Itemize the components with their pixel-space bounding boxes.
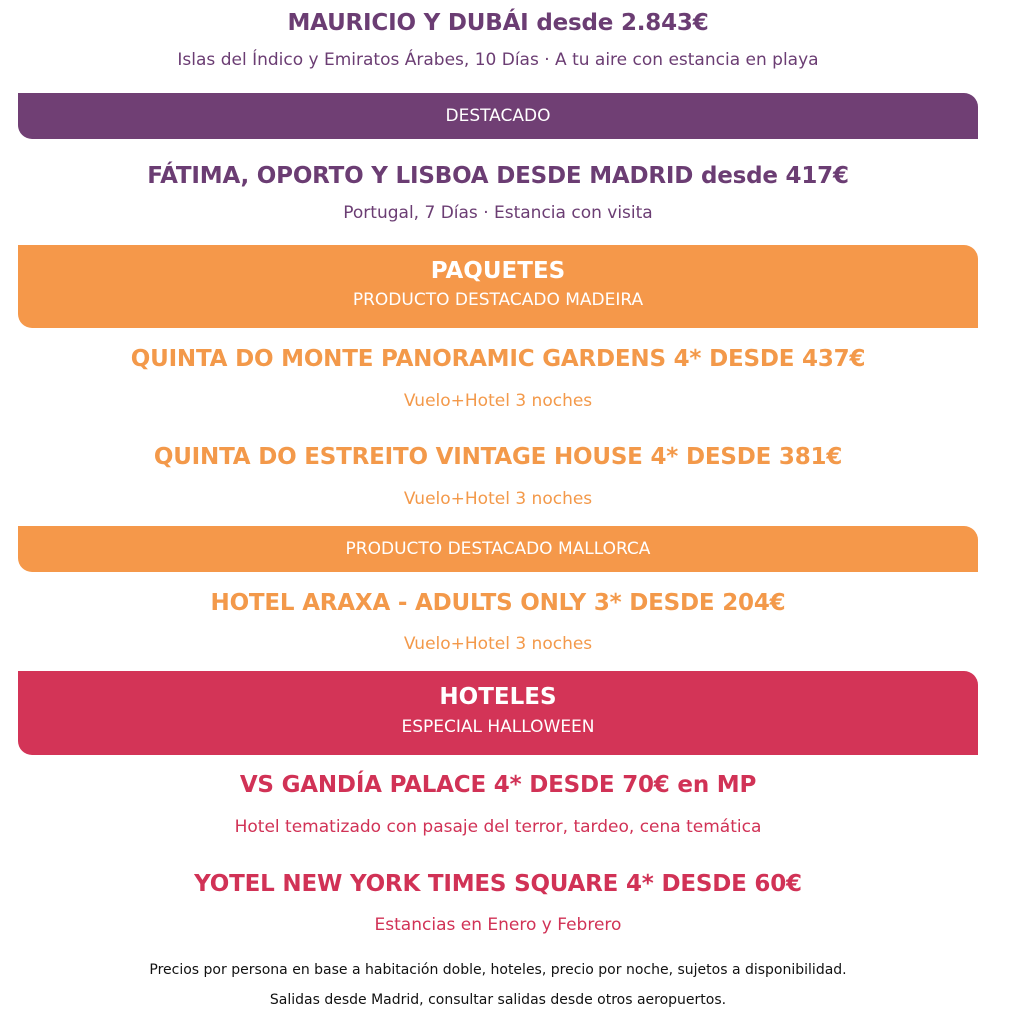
offer-title-quinta-do-monte[interactable]: QUINTA DO MONTE PANORAMIC GARDENS 4* DESDE 437€ <box>130 346 866 372</box>
offer-title-hotel-araxa[interactable]: HOTEL ARAXA - ADULTS ONLY 3* DESDE 204€ <box>210 590 786 616</box>
offer-subtitle-quinta-do-monte: Vuelo+Hotel 3 noches <box>403 391 593 411</box>
offer-subtitle-hotel-araxa: Vuelo+Hotel 3 noches <box>403 634 593 654</box>
paquetes-madeira-label: PRODUCTO DESTACADO MADEIRA <box>352 290 644 310</box>
mallorca-banner <box>18 526 978 572</box>
hoteles-heading: HOTELES <box>439 684 557 710</box>
paquetes-banner <box>18 245 978 328</box>
paquetes-heading: PAQUETES <box>430 258 566 284</box>
offer-subtitle-fatima-oporto-lisboa: Portugal, 7 Días · Estancia con visita <box>343 203 653 223</box>
hoteles-banner <box>18 671 978 755</box>
offer-subtitle-quinta-do-estreito: Vuelo+Hotel 3 noches <box>403 489 593 509</box>
footer-disclaimer-departures: Salidas desde Madrid, consultar salidas desde otros aeropuertos. <box>269 992 727 1008</box>
offer-title-quinta-do-estreito[interactable]: QUINTA DO ESTREITO VINTAGE HOUSE 4* DESDE 381€ <box>153 444 843 470</box>
offer-title-yotel-new-york[interactable]: YOTEL NEW YORK TIMES SQUARE 4* DESDE 60€ <box>194 871 802 897</box>
offer-subtitle-mauricio-dubai: Islas del Índico y Emiratos Árabes, 10 Días · A tu aire con estancia en playa <box>177 50 819 70</box>
offer-title-fatima-oporto-lisboa[interactable]: FÁTIMA, OPORTO Y LISBOA DESDE MADRID desde 417€ <box>147 163 849 189</box>
offer-subtitle-yotel-new-york: Estancias en Enero y Febrero <box>374 915 622 935</box>
hoteles-halloween-label: ESPECIAL HALLOWEEN <box>401 717 595 737</box>
footer-disclaimer-prices: Precios por persona en base a habitación doble, hoteles, precio por noche, sujetos a disponibilidad. <box>149 962 847 978</box>
offer-subtitle-vs-gandia-palace: Hotel tematizado con pasaje del terror, tardeo, cena temática <box>234 817 762 837</box>
offer-title-mauricio-dubai[interactable]: MAURICIO Y DUBÁI desde 2.843€ <box>287 10 709 36</box>
mallorca-banner-label: PRODUCTO DESTACADO MALLORCA <box>345 539 651 559</box>
destacado-banner <box>18 93 978 139</box>
offer-title-vs-gandia-palace[interactable]: VS GANDÍA PALACE 4* DESDE 70€ en MP <box>239 772 757 798</box>
destacado-banner-label: DESTACADO <box>445 106 551 126</box>
